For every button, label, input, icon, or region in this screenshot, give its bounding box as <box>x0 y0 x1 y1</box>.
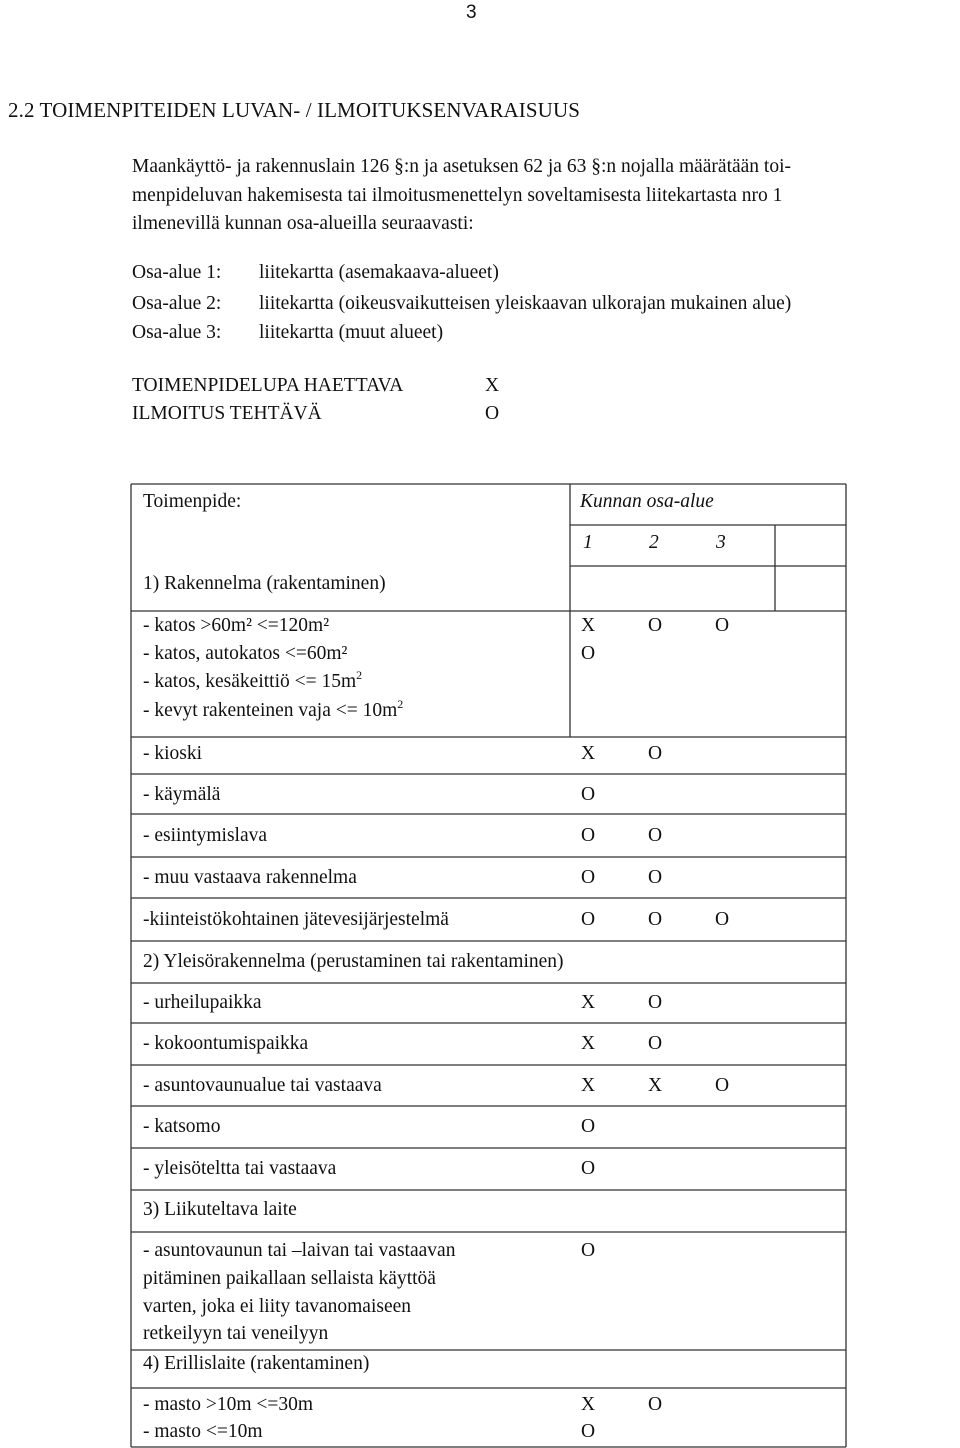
intro-line: ilmenevillä kunnan osa-alueilla seuraavasti: <box>132 213 474 234</box>
table-row-label: - asuntovaunualue tai vastaava <box>143 1075 382 1096</box>
table-header-toimenpide: Toimenpide: <box>143 491 242 512</box>
column-header-3: 3 <box>716 532 726 553</box>
legend-ilmoitus-symbol: O <box>485 403 500 424</box>
table-row-label: varten, joka ei liity tavanomaiseen <box>143 1296 412 1317</box>
cell-mark: O <box>648 1033 663 1054</box>
table-row-label: - masto <=10m <box>143 1421 263 1442</box>
table-row-label: - esiintymislava <box>143 825 268 846</box>
osa-alue-label: Osa-alue 2: <box>132 293 222 314</box>
cell-mark: O <box>648 867 663 888</box>
cell-mark: O <box>715 909 730 930</box>
column-header-2: 2 <box>649 532 659 553</box>
table-row-label: - asuntovaunun tai –laivan tai vastaavan <box>143 1240 456 1261</box>
osa-alue-label: Osa-alue 1: <box>132 262 222 283</box>
osa-alue-desc: liitekartta (asemakaava-alueet) <box>259 262 499 283</box>
cell-mark: O <box>581 784 596 805</box>
section-heading: 2.2 TOIMENPITEIDEN LUVAN- / ILMOITUKSENVARAISUUS <box>8 98 580 122</box>
page-number: 3 <box>466 2 477 23</box>
cell-mark: O <box>581 1240 596 1261</box>
legend-lupa-label: TOIMENPIDELUPA HAETTAVA <box>132 375 404 396</box>
cell-mark: O <box>715 1075 730 1096</box>
section-title-liikuteltava-laite: 3) Liikuteltava laite <box>143 1199 297 1220</box>
cell-mark: O <box>648 992 663 1013</box>
legend-lupa-symbol: X <box>485 375 500 396</box>
table-row-label: - masto >10m <=30m <box>143 1394 314 1415</box>
osa-alue-desc: liitekartta (muut alueet) <box>259 322 444 343</box>
cell-mark: X <box>581 1033 596 1054</box>
intro-line: menpideluvan hakemisesta tai ilmoitusmenettelyn soveltamisesta liitekartasta nro 1 <box>132 184 783 206</box>
table-row-label: - käymälä <box>143 784 221 805</box>
section-title-erillislaite: 4) Erillislaite (rakentaminen) <box>143 1353 370 1374</box>
table-row-label: - yleisöteltta tai vastaava <box>143 1158 337 1179</box>
cell-mark: X <box>648 1075 663 1096</box>
table-row-label-with-sup <box>143 668 362 696</box>
table-header-kunnan-osa-alue: Kunnan osa-alue <box>580 491 714 512</box>
table-row-label-with-sup <box>143 697 403 725</box>
cell-mark: O <box>581 1158 596 1179</box>
row-label-text: - kevyt rakenteinen vaja <= 10m <box>143 700 398 721</box>
cell-mark: X <box>581 1075 596 1096</box>
cell-mark: X <box>581 992 596 1013</box>
table-row-label: pitäminen paikallaan sellaista käyttöä <box>143 1268 436 1289</box>
cell-mark: O <box>581 643 596 664</box>
superscript: 2 <box>356 668 363 682</box>
cell-mark: O <box>648 909 663 930</box>
superscript: 2 <box>397 697 404 711</box>
cell-mark: O <box>648 743 663 764</box>
table-row-label: retkeilyyn tai veneilyyn <box>143 1323 329 1344</box>
table-row-label: - katos, autokatos <=60m² <box>143 643 348 664</box>
cell-mark: O <box>581 1116 596 1137</box>
cell-mark: O <box>581 909 596 930</box>
section-title-yleisorakennelma: 2) Yleisörakennelma (perustaminen tai rakentaminen) <box>143 951 564 972</box>
column-header-1: 1 <box>583 532 593 553</box>
table-row-label: - katsomo <box>143 1116 221 1137</box>
table-row-label: - katos >60m² <=120m² <box>143 615 330 636</box>
table-row-label: - muu vastaava rakennelma <box>143 867 357 888</box>
intro-line: Maankäyttö- ja rakennuslain 126 §:n ja asetuksen 62 ja 63 §:n nojalla määrätään toi- <box>132 156 792 177</box>
osa-alue-label: Osa-alue 3: <box>132 322 222 343</box>
cell-mark: O <box>648 1394 663 1415</box>
cell-mark: O <box>581 1421 596 1442</box>
table-row-label: -kiinteistökohtainen jätevesijärjestelmä <box>143 909 449 930</box>
cell-mark: O <box>715 615 730 636</box>
cell-mark: O <box>581 825 596 846</box>
section-title-rakennelma: 1) Rakennelma (rakentaminen) <box>143 573 386 594</box>
cell-mark: O <box>648 825 663 846</box>
legend-ilmoitus-label: ILMOITUS TEHTÄVÄ <box>132 403 322 424</box>
cell-mark: X <box>581 615 596 636</box>
cell-mark: X <box>581 1394 596 1415</box>
osa-alue-desc: liitekartta (oikeusvaikutteisen yleiskaavan ulkorajan mukainen alue) <box>259 293 792 314</box>
cell-mark: O <box>581 867 596 888</box>
cell-mark: X <box>581 743 596 764</box>
table-row-label: - urheilupaikka <box>143 992 262 1013</box>
cell-mark: O <box>648 615 663 636</box>
row-label-text: - katos, kesäkeittiö <= 15m <box>143 671 357 692</box>
table-row-label: - kokoontumispaikka <box>143 1033 309 1054</box>
table-row-label: - kioski <box>143 743 203 764</box>
